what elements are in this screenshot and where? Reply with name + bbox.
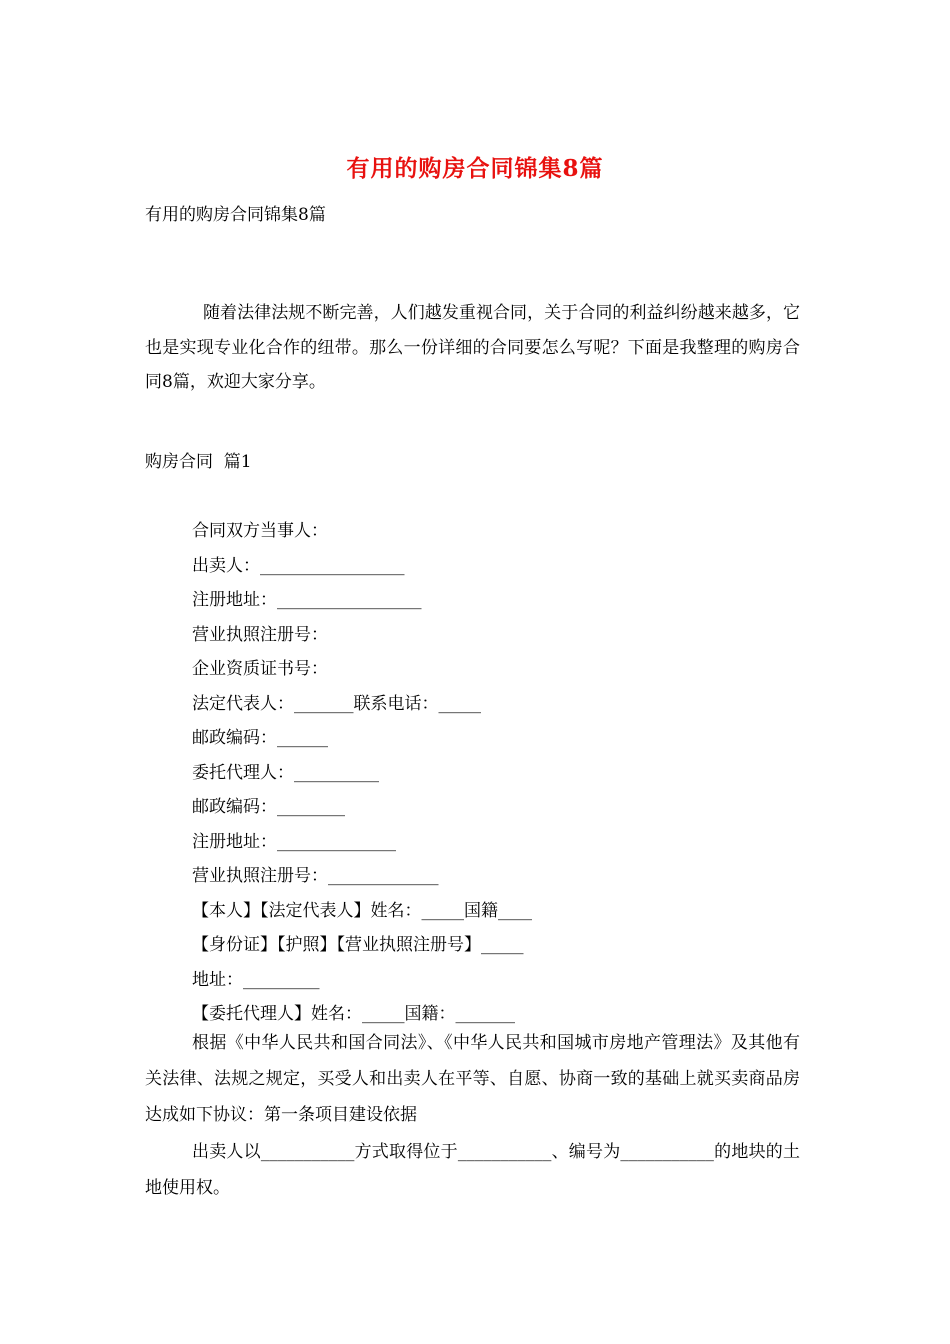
field-line: 邮政编码：______ (192, 728, 328, 748)
document-title: 有用的购房合同锦集8篇 (346, 155, 604, 182)
contract-party-fields (192, 514, 532, 1032)
field-line: 合同双方当事人： (192, 521, 328, 541)
field-line: 出卖人：_________________ (192, 555, 405, 576)
field-line: 法定代表人：_______联系电话：_____ (192, 693, 481, 714)
field-line: 营业执照注册号： (192, 624, 328, 645)
field-line: 【本人】【法定代表人】姓名：_____国籍____ (192, 900, 532, 921)
field-line: 委托代理人：__________ (192, 762, 379, 783)
land-use-paragraph: 出卖人以___________方式取得位于___________、编号为___________的地块的土地使用权。 (145, 1142, 800, 1198)
legal-basis-paragraph: 根据《中华人民共和国合同法》、《中华人民共和国城市房地产管理法》及其他有关法律、法规之规定，买受人和出卖人在平等、自愿、协商一致的基础上就买卖商品房达成如下协议：第一条项目建设依据 (145, 1033, 800, 1125)
document-subtitle: 有用的购房合同锦集8篇 (145, 205, 326, 225)
section-heading: 购房合同 篇1 (145, 452, 252, 472)
field-line: 【委托代理人】姓名：_____国籍：_______ (192, 1004, 515, 1024)
intro-paragraph: 随着法律法规不断完善，人们越发重视合同，关于合同的利益纠纷越来越多，它也是实现专业化合作的纽带。那么一份详细的合同要怎么写呢？下面是我整理的购房合同8篇，欢迎大家分享。 (145, 303, 800, 392)
field-line: 【身份证】【护照】【营业执照注册号】_____ (192, 935, 524, 955)
field-line: 注册地址：______________ (192, 831, 396, 852)
field-line: 营业执照注册号：_____________ (192, 866, 439, 886)
field-line: 地址：_________ (192, 969, 320, 990)
field-line: 企业资质证书号： (192, 659, 328, 679)
field-line: 注册地址：_________________ (192, 590, 422, 610)
field-line: 邮政编码：________ (192, 797, 345, 817)
